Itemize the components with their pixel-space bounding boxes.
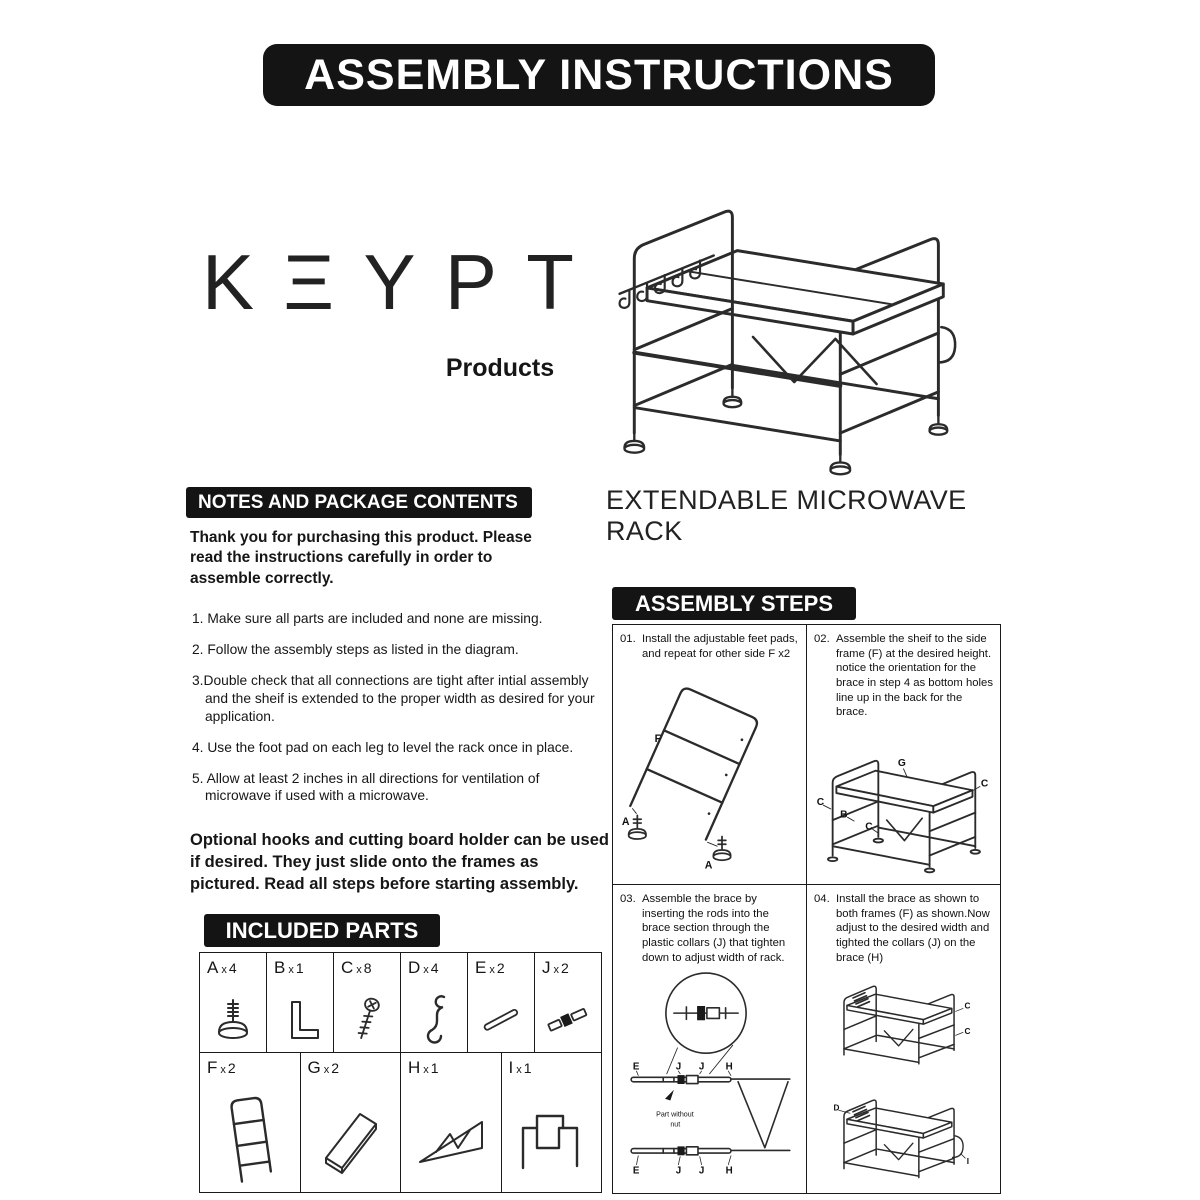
note-item: 3.Double check that all connections are tight after intial assembly and the sheif is extended to the proper width as desired for your application. — [192, 672, 595, 724]
step-cell-01 — [612, 624, 806, 884]
side-frame-icon — [217, 1090, 283, 1186]
parts-row-2 — [200, 1053, 602, 1193]
logo-letter: Ξ — [283, 238, 335, 326]
label-C: C — [980, 778, 989, 790]
brand-logo — [202, 238, 574, 326]
part-cell-e — [467, 952, 535, 1053]
part-cell-b — [266, 952, 334, 1053]
note-item: 4. Use the foot pad on each leg to level the rack once in place. — [192, 739, 574, 755]
assembly-steps-banner — [612, 587, 856, 620]
label-G: G — [897, 758, 906, 770]
part-cell-f — [199, 1052, 301, 1193]
microwave-rack-illustration — [598, 136, 1010, 480]
label-D: D — [833, 1103, 840, 1113]
notes-header-banner — [186, 487, 532, 518]
product-name: EXTENDABLE MICROWAVE RACK — [606, 485, 967, 546]
label-E: E — [632, 1165, 640, 1177]
step-text: 02. Assemble the sheif to the side frame (F) at the desired height. notice the orientation for the brace in step 4 as bottom holes line up in the back for the brace. — [814, 633, 993, 719]
allen-key-icon — [278, 994, 322, 1046]
label-C: C — [816, 797, 825, 809]
included-parts-table — [200, 952, 602, 1193]
label-J: J — [698, 1061, 705, 1073]
part-label: Gx 2 — [307, 1058, 340, 1077]
part-label: Ix 1 — [508, 1058, 532, 1077]
part-label: Jx 2 — [542, 958, 569, 977]
optional-note: Optional hooks and cutting board holder can be used if desired. They just slide onto the frames as pictured. Read all steps before starting assembly. — [190, 831, 609, 893]
screw-icon — [345, 994, 389, 1046]
label-B: B — [840, 809, 848, 821]
adjustable-foot-icon — [211, 994, 255, 1046]
holder-icon — [513, 1094, 589, 1186]
part-note: Part without — [656, 1110, 694, 1119]
note-item: 2. Follow the assembly steps as listed in the diagram. — [192, 641, 519, 657]
label-J: J — [675, 1165, 682, 1177]
label-H: H — [725, 1061, 733, 1073]
step-text: 04. Install the brace as shown to both frames (F) as shown.Now adjust to the desired width and tighted the collars (J) on the brace (H) — [814, 893, 990, 964]
label-A: A — [704, 858, 713, 871]
logo-letter: Y — [363, 238, 416, 326]
part-cell-a — [199, 952, 267, 1053]
step-4-diagram — [832, 965, 976, 1190]
part-cell-c — [333, 952, 401, 1053]
part-label: Cx 8 — [341, 958, 372, 977]
label-C: C — [865, 821, 873, 833]
label-C: C — [964, 1027, 971, 1037]
parts-row-1 — [200, 952, 602, 1053]
page-title: ASSEMBLY INSTRUCTIONS — [304, 50, 894, 99]
label-J: J — [675, 1061, 682, 1073]
part-cell-j — [534, 952, 602, 1053]
step-3-diagram — [624, 965, 795, 1190]
brace-icon — [412, 1096, 490, 1186]
part-label: Ex 2 — [475, 958, 505, 977]
step-2-diagram — [814, 725, 993, 874]
assembly-steps-header: ASSEMBLY STEPS — [634, 590, 834, 616]
step-text: 01. Install the adjustable feet pads, and repeat for other side F x2 — [620, 633, 798, 660]
step-text: 03. Assemble the brace by inserting the rods into the brace section through the plastic collars (J) that tighten down to adjust width of rack. — [620, 893, 786, 964]
shelf-board-icon — [316, 1096, 384, 1186]
label-E: E — [632, 1061, 640, 1073]
notes-header: NOTES AND PACKAGE CONTENTS — [198, 491, 518, 513]
pointer-arrow-icon — [665, 1090, 674, 1101]
part-label: Bx 1 — [274, 958, 304, 977]
notes-list — [192, 610, 606, 818]
step-cell-04 — [806, 884, 1000, 1194]
label-I: I — [966, 1157, 969, 1167]
included-parts-header: INCLUDED PARTS — [225, 917, 419, 943]
label-J: J — [698, 1165, 705, 1177]
intro-paragraph: Thank you for purchasing this product. Please read the instructions carefully in order to assemble correctly. — [190, 529, 532, 587]
part-label: Fx 2 — [207, 1058, 236, 1077]
step-cell-03 — [612, 884, 806, 1194]
rod-icon — [479, 994, 523, 1046]
label-C: C — [964, 1001, 971, 1011]
label-F: F — [654, 732, 662, 745]
included-parts-banner — [204, 914, 440, 947]
part-cell-i — [501, 1052, 603, 1193]
step-cell-02 — [806, 624, 1000, 884]
part-cell-d — [400, 952, 468, 1053]
part-label: Ax 4 — [207, 958, 237, 977]
label-H: H — [725, 1165, 733, 1177]
part-note: nut — [670, 1120, 681, 1129]
logo-letter: K — [202, 238, 255, 326]
part-cell-h — [400, 1052, 502, 1193]
logo-letter: P — [444, 238, 497, 326]
s-hook-icon — [412, 990, 456, 1046]
step-1-diagram — [620, 671, 799, 871]
part-label: Dx 4 — [408, 958, 439, 977]
part-label: Hx 1 — [408, 1058, 439, 1077]
label-A: A — [621, 815, 630, 828]
assembly-steps-grid — [612, 624, 1001, 1194]
note-item: 5. Allow at least 2 inches in all directions for ventilation of microwave if used with a microwave. — [192, 770, 540, 804]
title-banner — [263, 44, 935, 106]
collar-icon — [546, 994, 590, 1046]
note-item: 1. Make sure all parts are included and none are missing. — [192, 611, 543, 626]
brand-tagline: Products — [445, 354, 555, 382]
part-cell-g — [300, 1052, 402, 1193]
logo-letter: T — [526, 238, 574, 326]
